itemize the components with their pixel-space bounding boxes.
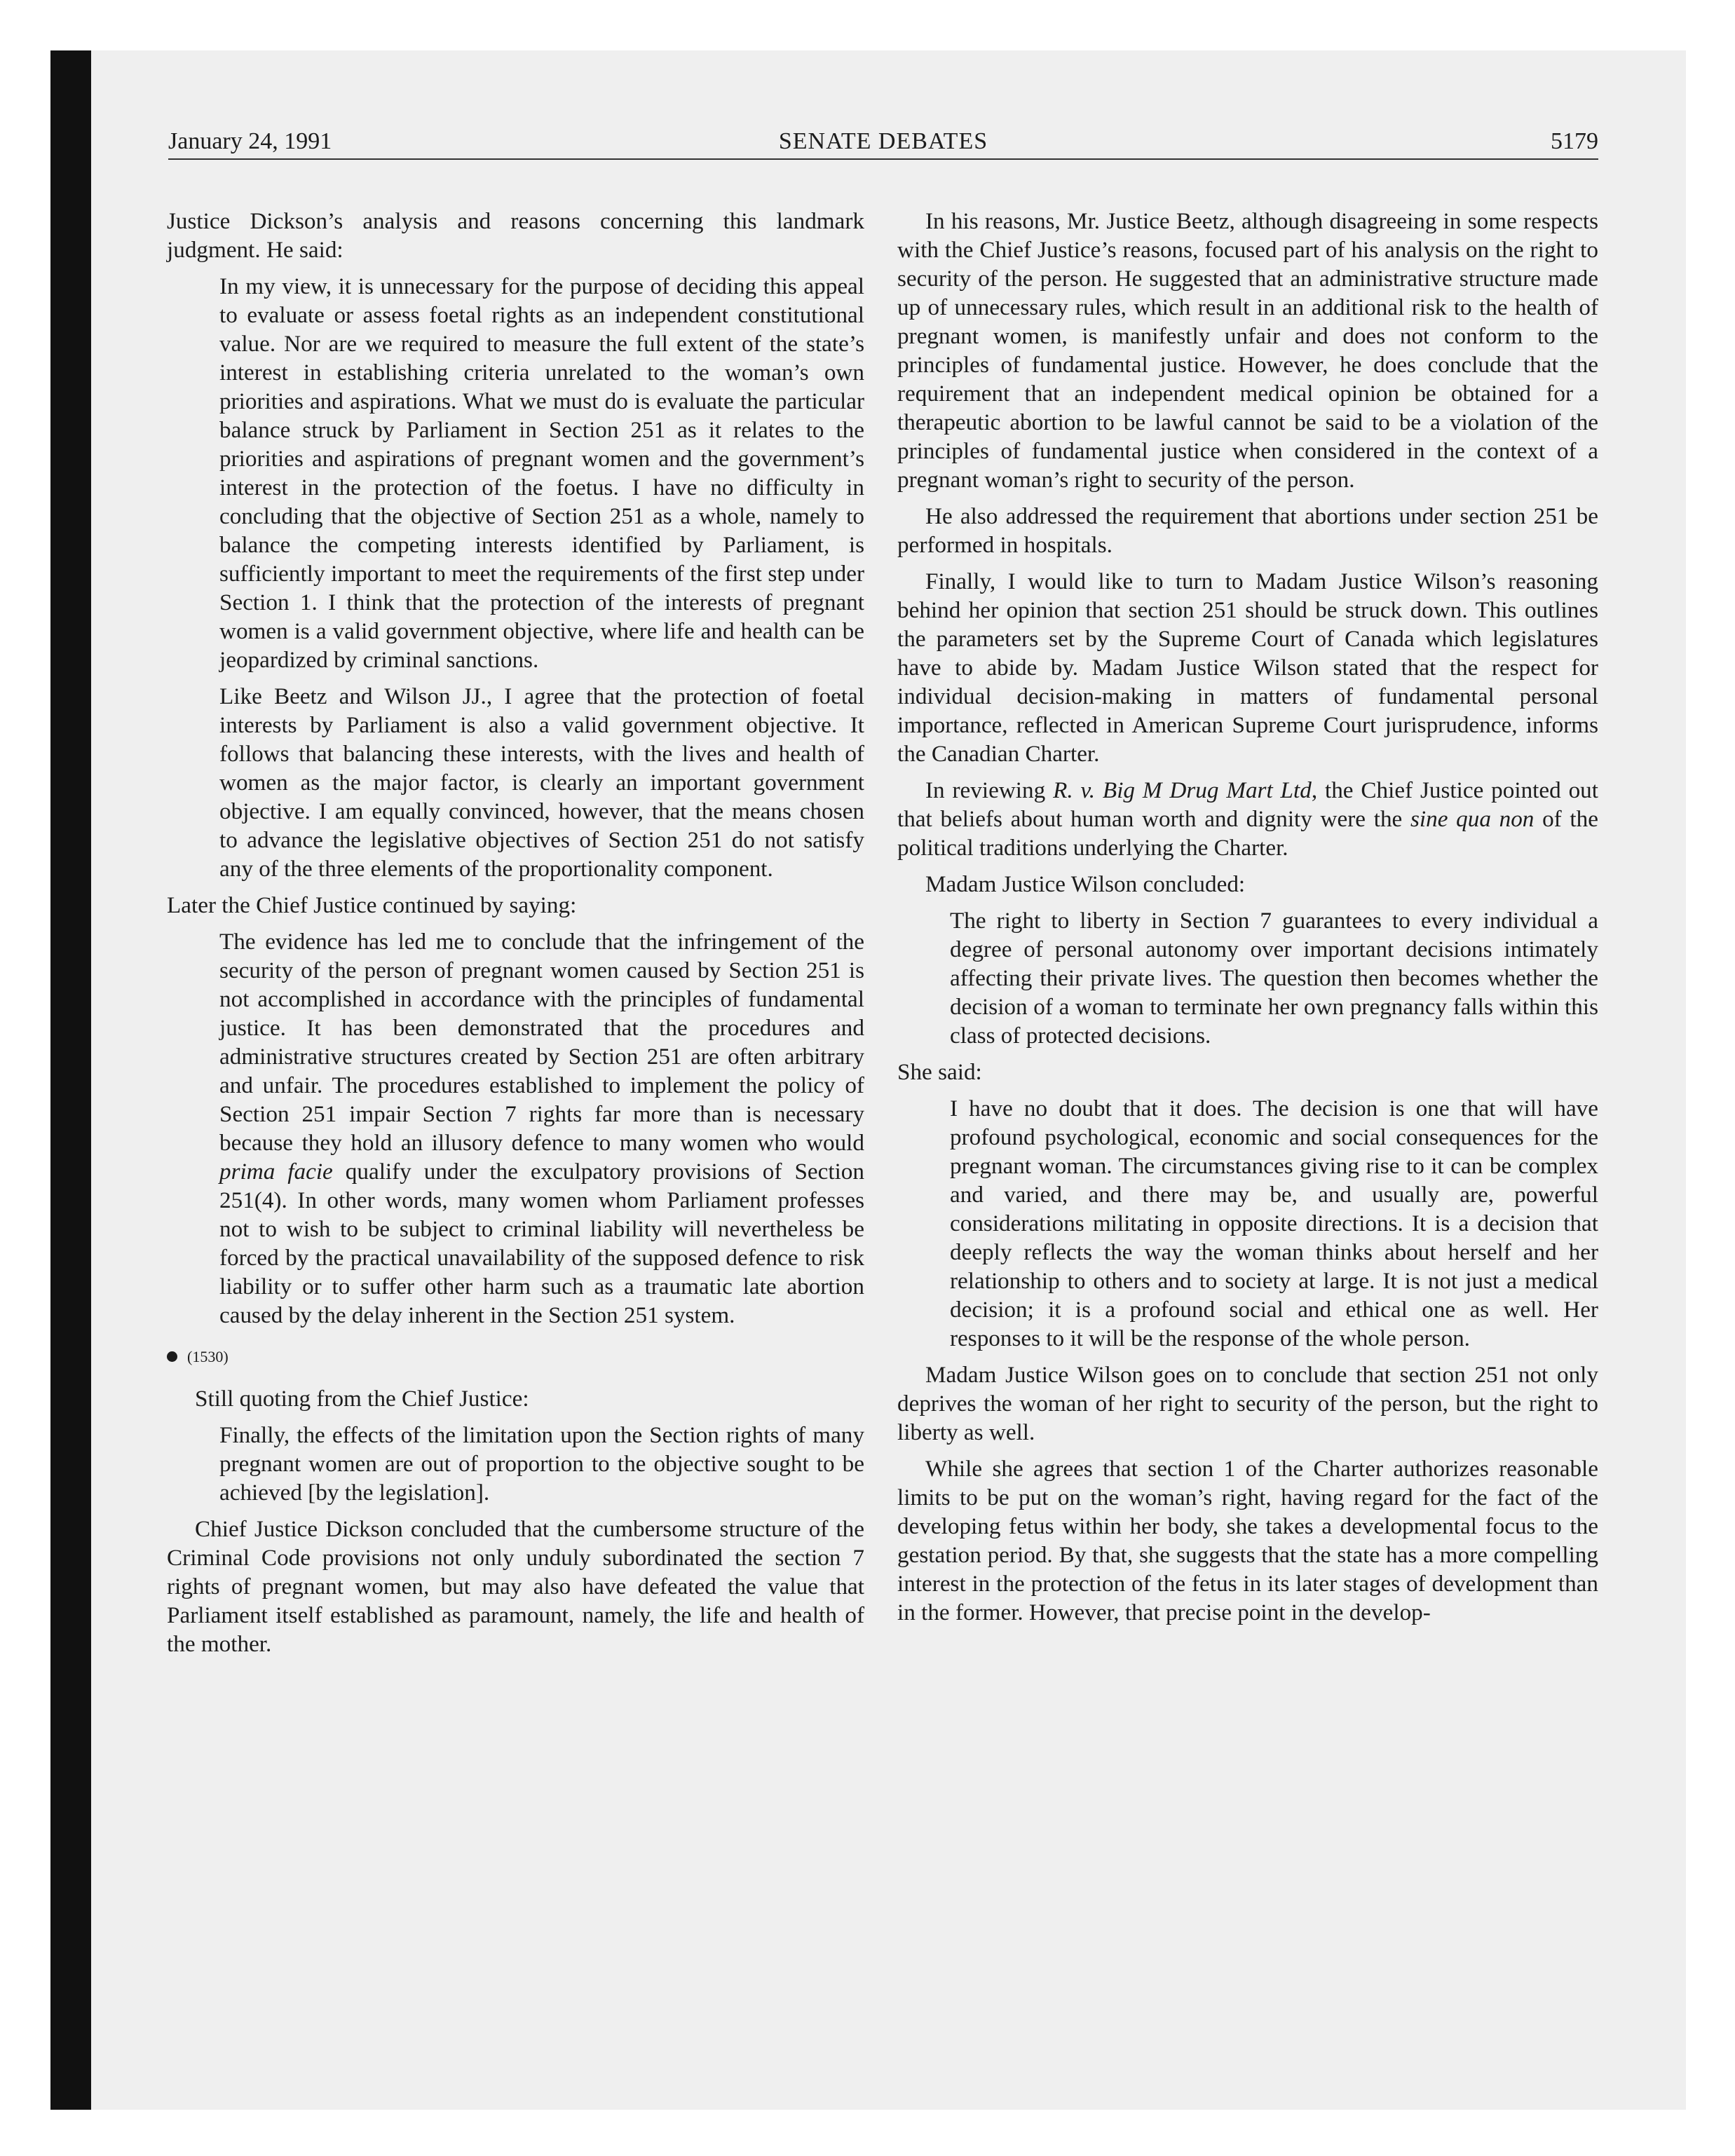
quote-text: qualify under the exculpatory provisions of Section 251(4). In other words, many women whom Parliament professes not to wish to be subject to criminal liability will nevertheless be forced by the practical unavailability of the supposed defence to risk liability or to suffer other harm such as a traumatic late abortion caused by the delay inherent in the Section 251 system. — [219, 1159, 864, 1328]
time-marker — [167, 1345, 864, 1367]
paragraph-text: of the political traditions underlying the Charter. — [897, 806, 1598, 861]
paragraph: In his reasons, Mr. Justice Beetz, although disagreeing in some respects with the Chief Justice’s reasons, focused part of his analysis on the right to security of the person. He suggested that an administrative structure made up of unnecessary rules, which result in an additional risk to the health of pregnant women, is manifestly unfair and does not conform to the principles of fundamental justice. However, he does conclude that the requirement that an independent medical opinion be obtained for a therapeutic abortion to be lawful cannot be said to be a violation of the principles of fundamental justice when considered in the context of a pregnant woman’s right to security of the person. — [897, 208, 1598, 493]
paragraph: Later the Chief Justice continued by saying: — [167, 892, 577, 918]
paragraph: Finally, I would like to turn to Madam Justice Wilson’s reasoning behind her opinion that section 251 should be struck down. This outlines the parameters set by the Supreme Court of Canada which legislatures have to abide by. Madam Justice Wilson stated that the respect for individual decision-making in matters of fundamental personal importance, reflected in American Supreme Court jurisprudence, informs the Canadian Charter. — [897, 568, 1598, 767]
block-quote: Finally, the effects of the limitation upon the Section rights of many pregnant women are out of proportion to the objective sought to be achieved [by the legislation]. — [219, 1421, 864, 1506]
block-quote: Like Beetz and Wilson JJ., I agree that the protection of foetal interests by Parliament is also a valid government objective. It follows that balancing these interests, with the lives and health of women as the major factor, is clearly an important government objective. I am equally convinced, however, that the means chosen to advance the legislative objectives of Section 251 do not satisfy any of the three elements of the proportionality component. — [219, 683, 864, 882]
paragraph: While she agrees that section 1 of the Charter authorizes reasonable limits to be put on the woman’s right, having regard for the fact of the developing fetus within her body, she takes a developmental focus to the gestation period. By that, she suggests that the state has a more compelling interest in the protection of the fetus in its later stages of development than in the former. However, that precise point in the develop- — [897, 1456, 1598, 1625]
quote-text: The evidence has led me to conclude that the infringement of the security of the person of pregnant women caused by Section 251 is not accomplished in accordance with the principles of fundamental justice. It has been demonstrated that the procedures and administrative structures created by Section 251 are often arbitrary and unfair. The procedures established to implement the policy of Section 251 impair Section 7 rights far more than is necessary because they hold an illusory defence to many women who would — [219, 929, 864, 1156]
block-quote: In my view, it is unnecessary for the purpose of deciding this appeal to evaluate or assess foetal rights as an independent constitutional value. Nor are we required to measure the full extent of the state’s interest in establishing criteria unrelated to the woman’s own priorities and aspirations. What we must do is evaluate the particular balance struck by Parliament in Section 251 as it relates to the priorities and aspirations of pregnant women and the government’s interest in the protection of the foetus. I have no difficulty in concluding that the objective of Section 251 as a whole, namely to balance the competing interests identified by Parliament, is sufficiently important to meet the requirements of the first step under Section 1. I think that the protection of the interests of pregnant women is a valid government objective, where life and health can be jeopardized by criminal sanctions. — [219, 273, 864, 673]
block-quote: The right to liberty in Section 7 guarantees to every individual a degree of personal autonomy over important decisions intimately affecting their private lives. The question then becomes whether the decision of a woman to terminate her own pregnancy falls within this class of protected decisions. — [950, 908, 1598, 1049]
quote-italic: prima facie — [219, 1159, 333, 1185]
latin-phrase-italic: sine qua non — [1410, 806, 1535, 832]
paragraph-text: In reviewing — [925, 777, 1054, 803]
page-header — [168, 125, 1598, 160]
paragraph: She said: — [897, 1059, 982, 1085]
scan-edge-shadow — [50, 50, 91, 2110]
right-column — [897, 207, 1598, 1635]
time-marker-text: (1530) — [187, 1347, 229, 1365]
block-quote — [219, 927, 864, 1330]
header-page-number: 5179 — [1551, 128, 1598, 154]
header-title: SENATE DEBATES — [778, 128, 988, 154]
paragraph: Still quoting from the Chief Justice: — [195, 1385, 529, 1412]
paragraph: He also addressed the requirement that abortions under section 251 be performed in hospitals. — [897, 503, 1598, 558]
block-quote: I have no doubt that it does. The decision is one that will have profound psychological, economic and social consequences for the pregnant woman. The circumstances giving rise to it can be complex and varied, and there may be, and usually are, powerful considerations militating in opposite directions. It is a decision that deeply reflects the way the woman thinks about herself and her relationship to others and to society at large. It is not just a medical decision; it is a profound social and ethical one as well. Her responses to it will be the response of the whole person. — [950, 1096, 1598, 1351]
header-date: January 24, 1991 — [168, 128, 332, 154]
case-name-italic: R. v. Big M Drug Mart Ltd — [1053, 777, 1312, 803]
paragraph — [897, 776, 1598, 862]
paragraph: Madam Justice Wilson concluded: — [925, 871, 1246, 897]
bullet-icon — [167, 1351, 177, 1362]
paragraph: Chief Justice Dickson concluded that the cumbersome structure of the Criminal Code provisions not only unduly subordinated the section 7 rights of pregnant women, but may also have defeated the value that Parliament itself established as paramount, namely, the life and health of the mother. — [167, 1515, 864, 1657]
left-column — [167, 207, 864, 1666]
paragraph-text: , the Chief Justice pointed out that beliefs about human worth and dignity were the — [897, 777, 1598, 832]
paragraph: Madam Justice Wilson goes on to conclude that section 251 not only deprives the woman of her right to security of the person, but the right to liberty as well. — [897, 1362, 1598, 1445]
paragraph: Justice Dickson’s analysis and reasons concerning this landmark judgment. He said: — [167, 208, 864, 263]
